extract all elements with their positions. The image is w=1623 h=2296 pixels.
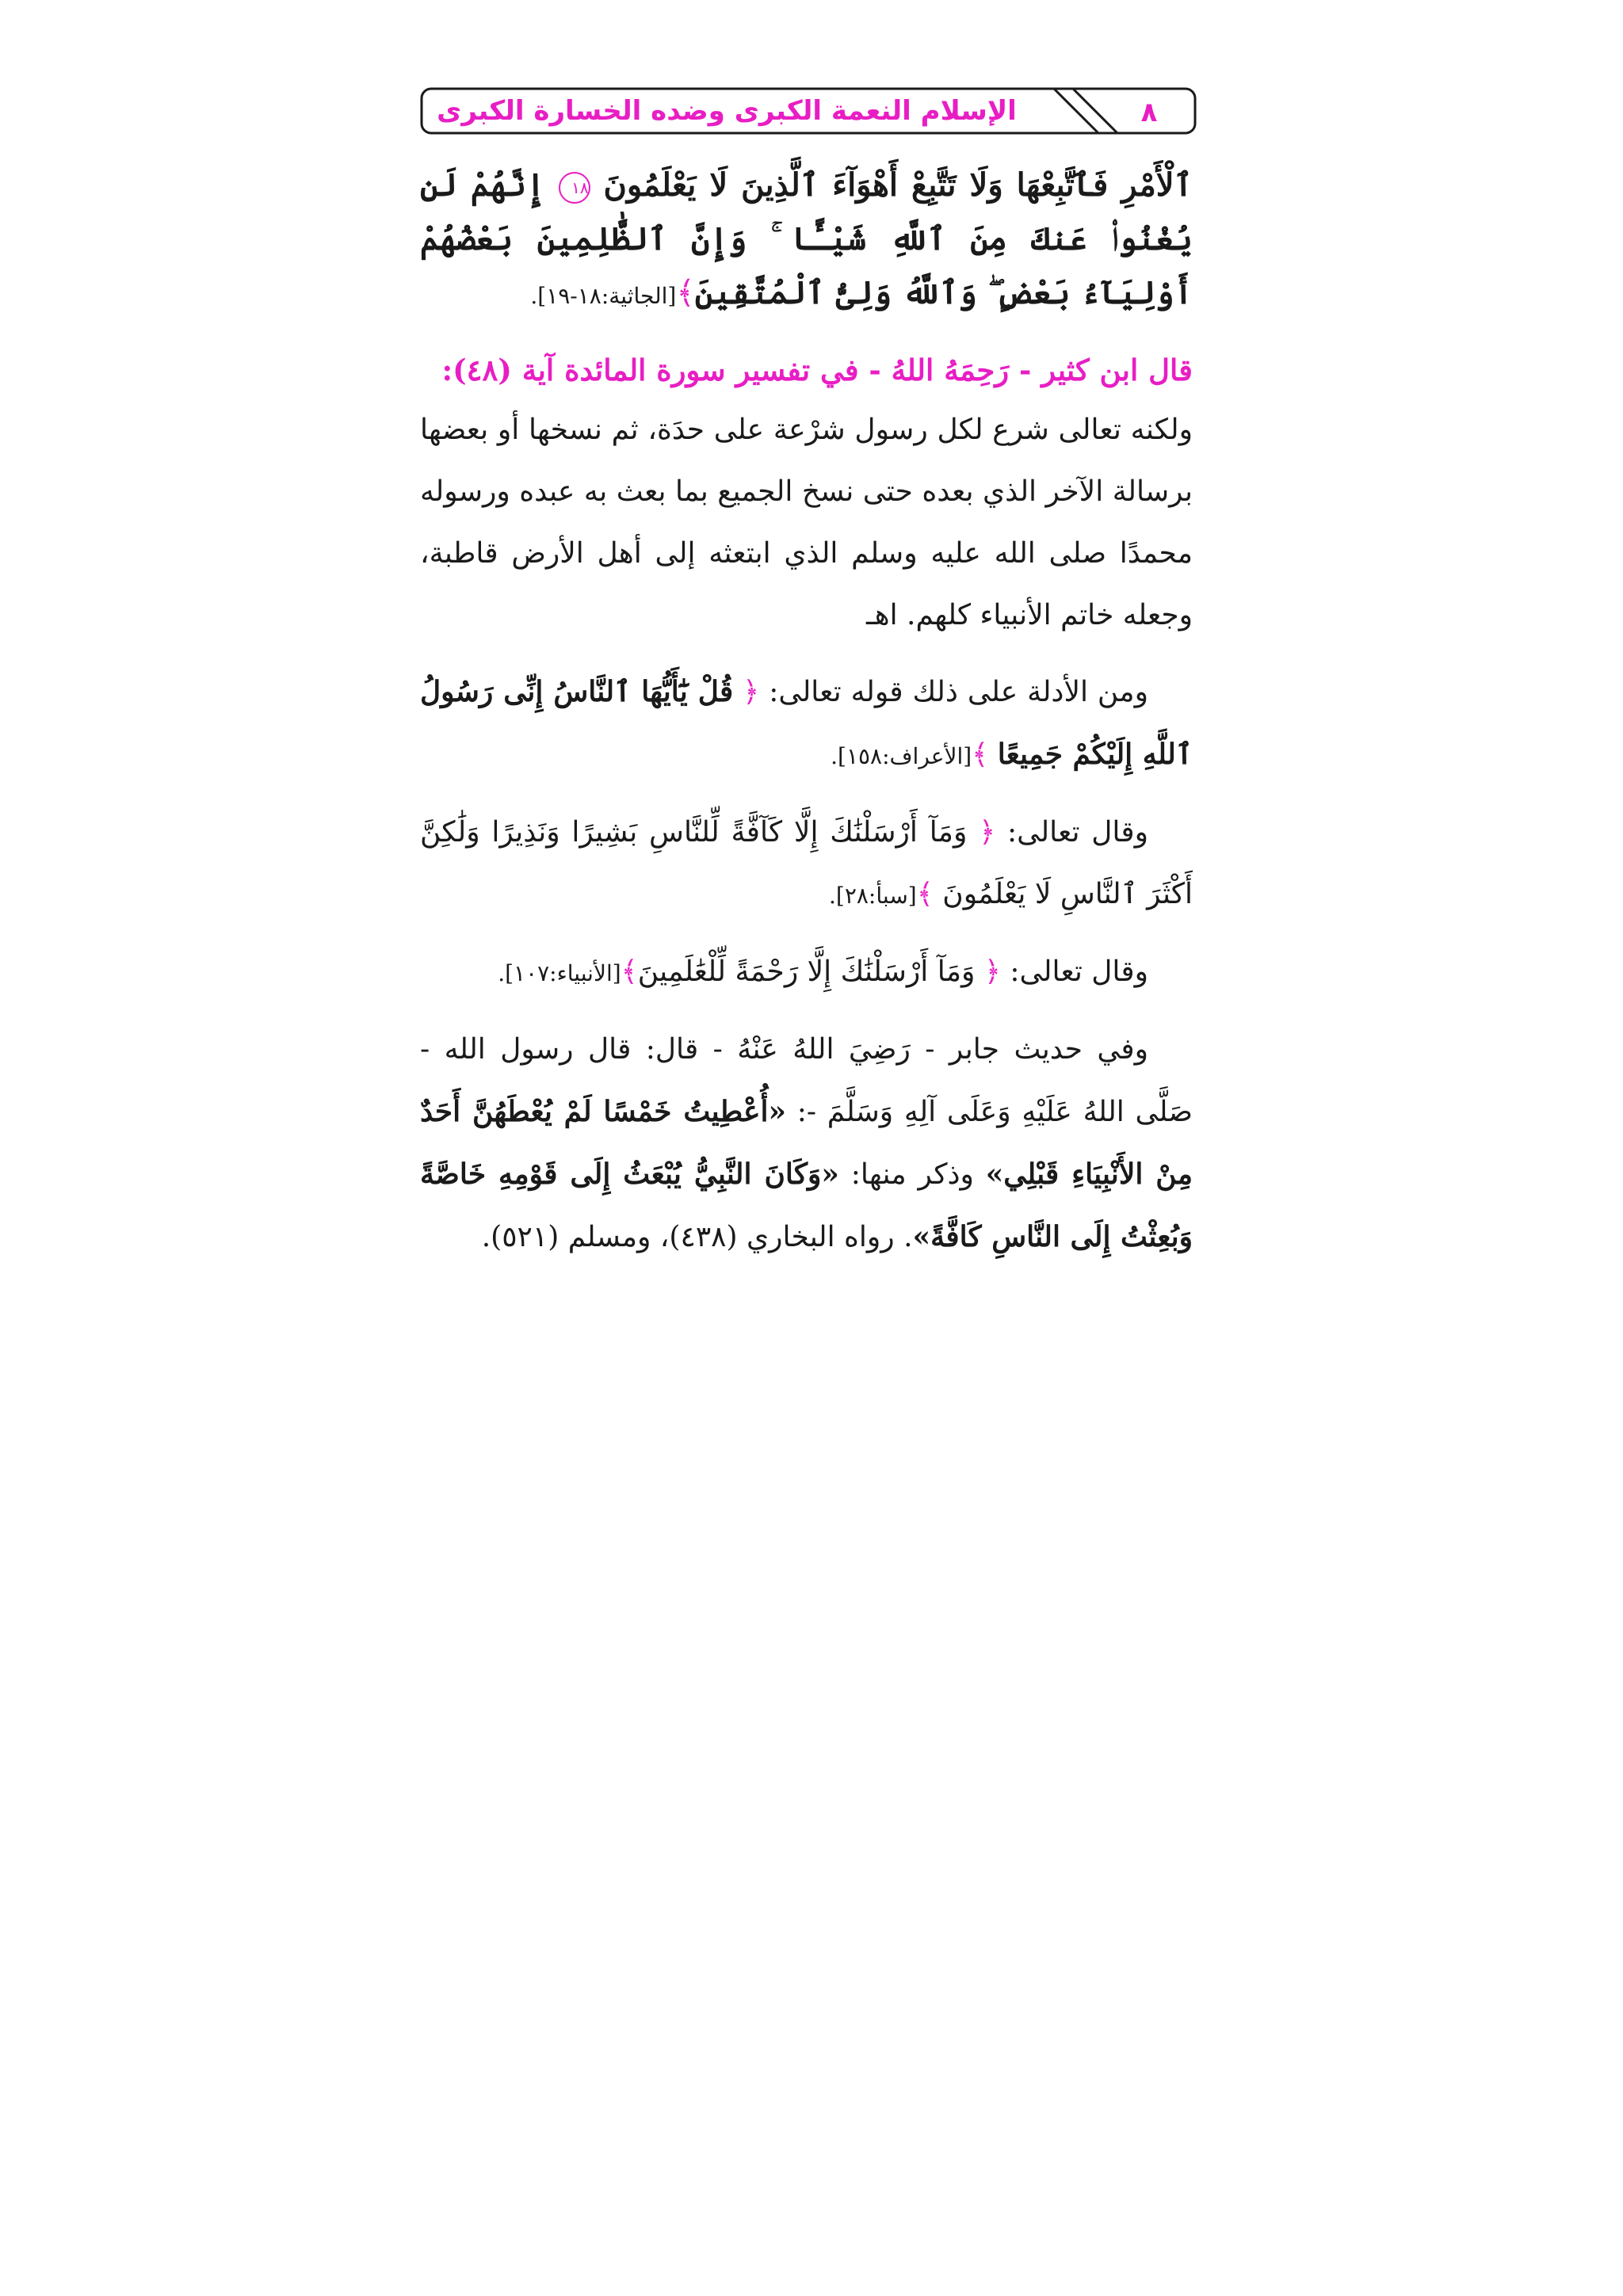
open-bracket: ﴿ [983, 955, 1001, 988]
paragraph-middle: وذكر منها: [850, 1158, 974, 1191]
close-bracket: ﴾ [676, 275, 695, 311]
ayah-reference: [الأعراف:١٥٨]. [831, 743, 972, 769]
hadith-source: . رواه البخاري (٤٣٨)، ومسلم (٥٢١). [481, 1221, 913, 1253]
page-header [420, 86, 1197, 136]
hadith-text: «وَكَانَ النَّبِيُّ يُبْعَثُ إِلَى قَوْمِهِ خَاصَّةً وَبُعِثْتُ إِلَى النَّاسِ كَافَّةً» [420, 1158, 1193, 1253]
ayah-reference: [سبأ:٢٨]. [829, 883, 917, 909]
page [420, 79, 1201, 1379]
paragraph-intro: وقال تعالى: [1007, 816, 1148, 849]
section-heading: قال ابن كثير - رَحِمَهُ اللهُ - في تفسير سورة المائدة آية (٤٨): [441, 353, 1193, 387]
ayah-number-marker: ١٨ [559, 172, 590, 204]
open-bracket: ﴿ [743, 676, 760, 708]
paragraph-intro: وفي حديث جابر - رَضِيَ اللهُ عَنْهُ - قال: قال رسول الله - صَلَّى اللهُ عَلَيْهِ وَعَلَى آلِهِ وَسَلَّمَ -: [420, 1033, 1193, 1128]
close-bracket: ﴾ [972, 738, 989, 771]
open-bracket: ﴿ [979, 816, 996, 849]
paragraph-intro: وقال تعالى: [1010, 955, 1148, 988]
ayah-text: وَمَآ أَرْسَلْنَٰكَ إِلَّا كَآفَّةً لِّلنَّاسِ بَشِيرًا وَنَذِيرًا وَلَٰكِنَّ أَكْثَرَ ٱلنَّاسِ لَا يَعْلَمُونَ [420, 816, 1193, 910]
ayah-text: وَمَآ أَرْسَلْنَٰكَ إِلَّا رَحْمَةً لِّلْعَٰلَمِينَ [637, 955, 976, 988]
paragraph [420, 941, 1193, 1005]
paragraph [420, 661, 1193, 788]
ayah-text: إِنَّهُمْ لَن يُغْنُوا۟ عَنكَ مِنَ ٱللَّهِ شَيْـًٔا ۚ وَإِنَّ ٱلظَّٰلِمِينَ بَعْضُهُمْ أَوْلِيَآءُ بَعْضٍ ۖ وَٱللَّهُ وَلِىُّ ٱلْمُتَّقِينَ [420, 166, 1193, 311]
ayah-text: قُلْ يَٰٓأَيُّهَا ٱلنَّاسُ إِنِّى رَسُولُ ٱللَّهِ إِلَيْكُمْ جَمِيعًا [420, 675, 1193, 771]
header-title: الإسلام النعمة الكبرى وضده الخسارة الكبرى [437, 95, 1017, 127]
ayah-text: ٱلْأَمْرِ فَٱتَّبِعْهَا وَلَا تَتَّبِعْ أَهْوَآءَ ٱلَّذِينَ لَا يَعْلَمُونَ [603, 166, 1193, 204]
paragraph-intro: ومن الأدلة على ذلك قوله تعالى: [769, 676, 1148, 708]
close-bracket: ﴾ [916, 878, 934, 910]
paragraph: ولكنه تعالى شرع لكل رسول شرْعة على حدَة، ثم نسخها أو بعضها برسالة الآخر الذي بعده حتى نسخ الجميع بما بعث به عبده ورسوله محمدًا صلى الله عليه وسلم الذي ابتعثه إلى أهل الأرض قاطبة، وجعله خاتم الأنبياء كلهم. اهـ [420, 414, 1193, 631]
page-body [420, 158, 1193, 1268]
paragraph [420, 1019, 1193, 1268]
quran-passage [420, 158, 1193, 323]
ayah-reference: [الجاثية:١٨-١٩]. [530, 283, 677, 309]
close-bracket: ﴾ [621, 955, 638, 988]
hadith-text: «أُعْطِيتُ خَمْسًا لَمْ يُعْطَهُنَّ أَحَدٌ مِنْ الأَنْبِيَاءِ قَبْلِي» [420, 1095, 1193, 1191]
paragraph [420, 802, 1193, 927]
ayah-reference: [الأنبياء:١٠٧]. [498, 960, 621, 986]
page-number: ٨ [1140, 97, 1158, 128]
